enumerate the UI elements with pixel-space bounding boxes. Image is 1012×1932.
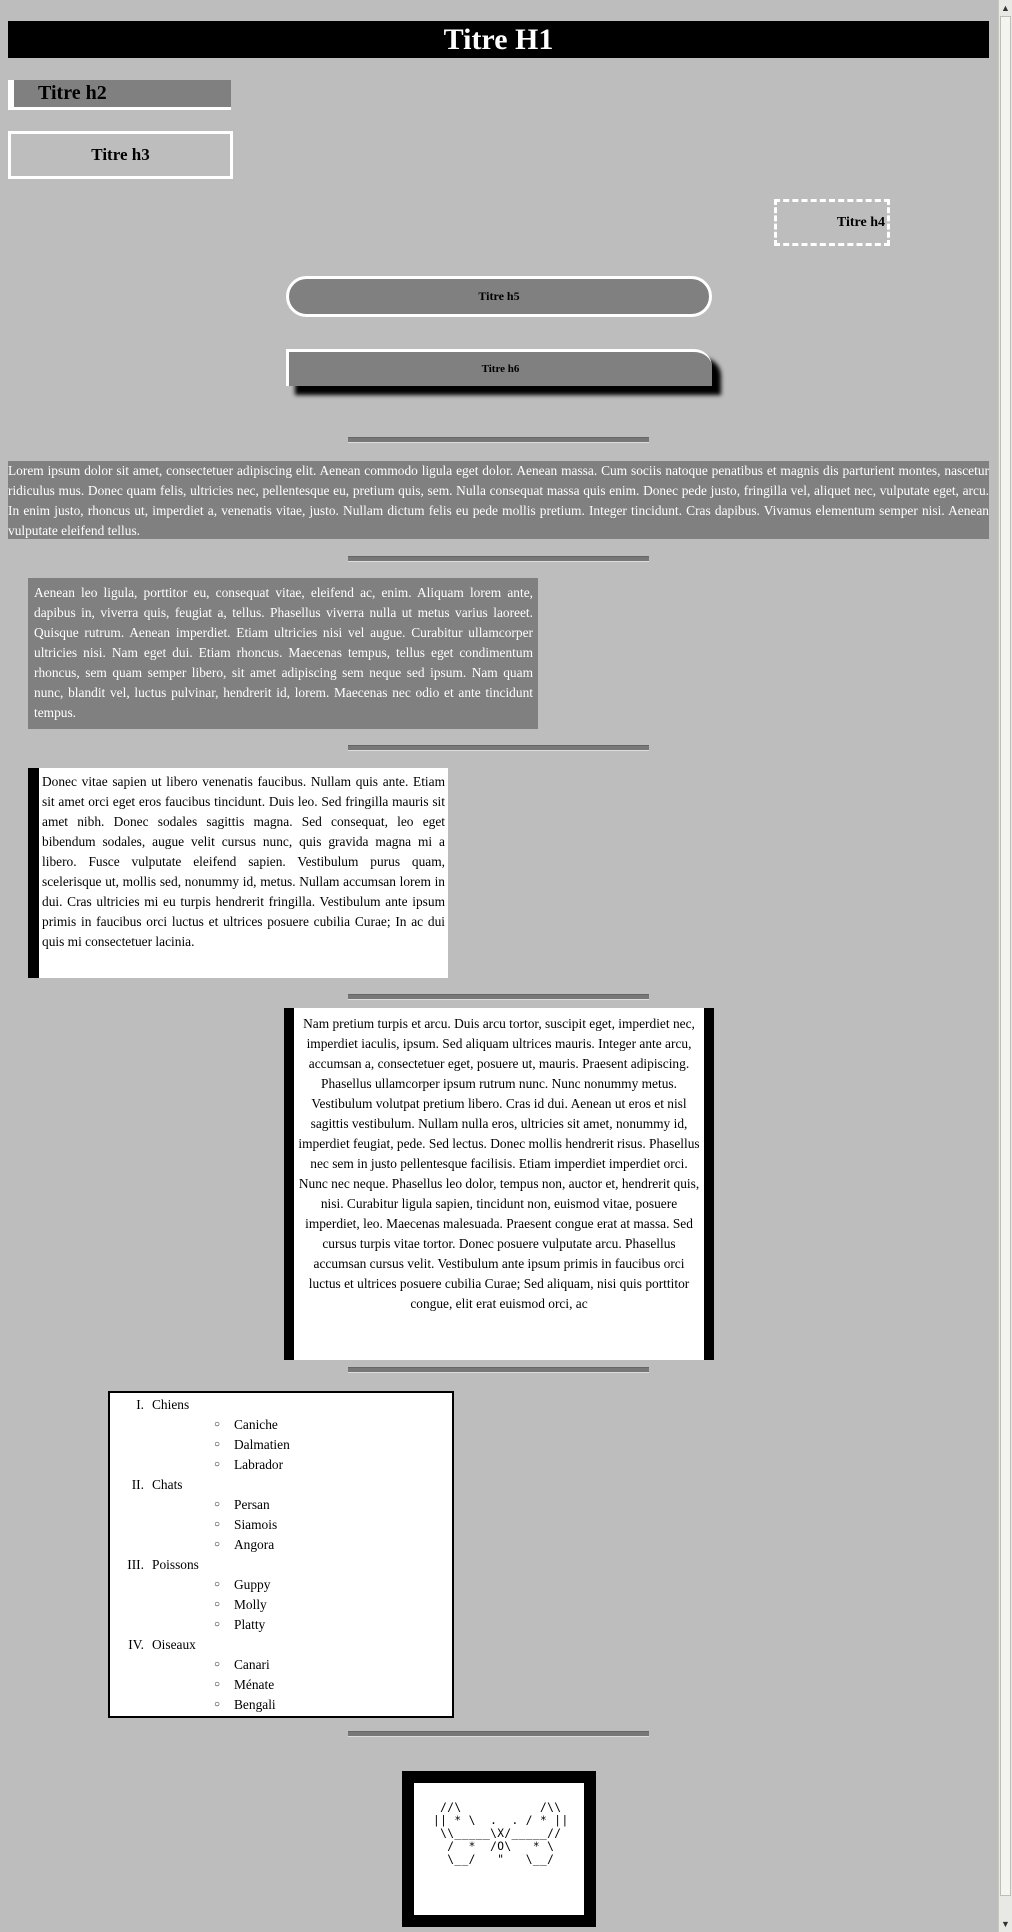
scroll-down-arrow-icon[interactable]: ▼: [999, 1916, 1012, 1932]
paragraph-4: Nam pretium turpis et arcu. Duis arcu tortor, suscipit eget, imperdiet nec, imperdiet iaculis, ipsum. Sed aliquam ultrices mauris. Integer ante arcu, accumsan a, consectetuer eget, posuere ut, mauris. Praesent adipiscing. Phasellus ullamcorper ipsum rutrum nunc. Nunc nonummy metus. Vestibulum volutpat pretium libero. Cras id dui. Aenean ut eros et nisl sagittis vestibulum. Nullam nulla eros, ultricies sit amet, nonummy id, imperdiet feugiat, pede. Sed lectus. Donec mollis hendrerit risus. Phasellus nec sem in justo pellentesque facilisis. Etiam imperdiet imperdiet orci. Nunc nec neque. Phasellus leo dolor, tempus non, auctor et, hendrerit quis, nisi. Curabitur ligula sapien, tincidunt non, euismod vitae, posuere imperdiet, leo. Maecenas malesuada. Praesent congue erat at massa. Sed cursus turpis vitae tortor. Donec posuere vulputate arcu. Phasellus accumsan cursus velit. Vestibulum ante ipsum primis in faucibus orci luctus et ultrices posuere cubilia Curae; Sed aliquam, nisi quis porttitor congue, elit erat euismod orci, ac: [284, 1008, 714, 1360]
list-category: Chiens: [152, 1397, 190, 1412]
sub-list-item: ○ Platty: [214, 1615, 452, 1635]
paragraph-3: Donec vitae sapien ut libero venenatis faucibus. Nullam quis ante. Etiam sit amet orci eget eros faucibus tincidunt. Duis leo. Sed fringilla mauris sit amet nibh. Donec sodales sagittis magna. Sed consequat, leo eget bibendum sodales, augue velit cursus nunc, quis gravida magna mi a libero. Fusce vulputate eleifend sapien. Vestibulum purus quam, scelerisque ut, mollis sed, nonummy id, metus. Nullam accumsan lorem in dui. Cras ultricies mi eu turpis hendrerit fringilla. Vestibulum ante ipsum primis in faucibus orci luctus et ultrices posuere cubilia Curae; In ac dui quis mi consectetuer lacinia.: [28, 768, 448, 978]
sub-list-item: ○ Siamois: [214, 1515, 452, 1535]
list-category: Oiseaux: [152, 1637, 196, 1652]
sub-list-item: ○ Guppy: [214, 1575, 452, 1595]
sub-list-item: ○ Dalmatien: [214, 1435, 452, 1455]
divider: [348, 745, 649, 751]
list-number: IV.: [128, 1637, 144, 1652]
ascii-art-box: [402, 1771, 596, 1927]
sub-list-item: ○ Bengali: [214, 1695, 452, 1715]
divider: [348, 437, 649, 443]
sub-list: [152, 1495, 452, 1555]
list-item: [110, 1395, 452, 1475]
animal-list: [110, 1393, 452, 1715]
list-item: [110, 1635, 452, 1715]
divider: [348, 556, 649, 562]
sub-list-item: ○ Molly: [214, 1595, 452, 1615]
sub-list: [152, 1575, 452, 1635]
divider: [348, 1731, 649, 1737]
list-category: Poissons: [152, 1557, 199, 1572]
sub-list-item: ○ Caniche: [214, 1415, 452, 1435]
sub-list-item: ○ Ménate: [214, 1675, 452, 1695]
animal-list-box: [108, 1391, 454, 1718]
list-item: [110, 1555, 452, 1635]
sub-list-item: ○ Persan: [214, 1495, 452, 1515]
divider: [348, 1367, 649, 1373]
sub-list-item: ○ Labrador: [214, 1455, 452, 1475]
paragraph-2: Aenean leo ligula, porttitor eu, consequat vitae, eleifend ac, enim. Aliquam lorem ante, dapibus in, viverra quis, feugiat a, tellus. Phasellus viverra nulla ut metus varius laoreet. Quisque rutrum. Aenean imperdiet. Etiam ultricies nisi vel augue. Curabitur ullamcorper ultricies nisi. Nam eget dui. Etiam rhoncus. Maecenas tempus, tellus eget condimentum rhoncus, sem quam semper libero, sit amet adipiscing sem neque sed ipsum. Nam quam nunc, blandit vel, luctus pulvinar, hendrerit id, lorem. Maecenas nec odio et ante tincidunt tempus.: [28, 578, 538, 729]
list-item: [110, 1475, 452, 1555]
ascii-art: //\ /\\ || * \ . . / * || \\_____\X/_____// / * /O\ * \ \__/ " \__/: [433, 1801, 569, 1866]
heading-h3: Titre h3: [8, 131, 233, 179]
sub-list-item: ○ Angora: [214, 1535, 452, 1555]
list-number: I.: [136, 1397, 144, 1412]
scrollbar-thumb[interactable]: [1000, 16, 1011, 1896]
list-number: III.: [127, 1557, 144, 1572]
heading-h4: Titre h4: [774, 199, 890, 246]
heading-h2: Titre h2: [8, 80, 231, 110]
divider: [348, 994, 649, 1000]
list-category: Chats: [152, 1477, 183, 1492]
heading-h5: Titre h5: [286, 276, 712, 317]
scroll-up-arrow-icon[interactable]: ▲: [999, 0, 1012, 16]
paragraph-1: Lorem ipsum dolor sit amet, consectetuer adipiscing elit. Aenean commodo ligula eget dolor. Aenean massa. Cum sociis natoque penatibus et magnis dis parturient montes, nascetur ridiculus mus. Donec quam felis, ultricies nec, pellentesque eu, pretium quis, sem. Nulla consequat massa quis enim. Donec pede justo, fringilla vel, aliquet nec, vulputate eget, arcu. In enim justo, rhoncus ut, imperdiet a, venenatis vitae, justo. Nullam dictum felis eu pede mollis pretium. Integer tincidunt. Cras dapibus. Vivamus elementum semper nisi. Aenean vulputate eleifend tellus.: [8, 463, 989, 538]
sub-list-item: ○ Canari: [214, 1655, 452, 1675]
heading-h1: Titre H1: [8, 21, 989, 58]
sub-list: [152, 1415, 452, 1475]
list-number: II.: [131, 1477, 144, 1492]
heading-h6: Titre h6: [286, 349, 712, 386]
sub-list: [152, 1655, 452, 1715]
